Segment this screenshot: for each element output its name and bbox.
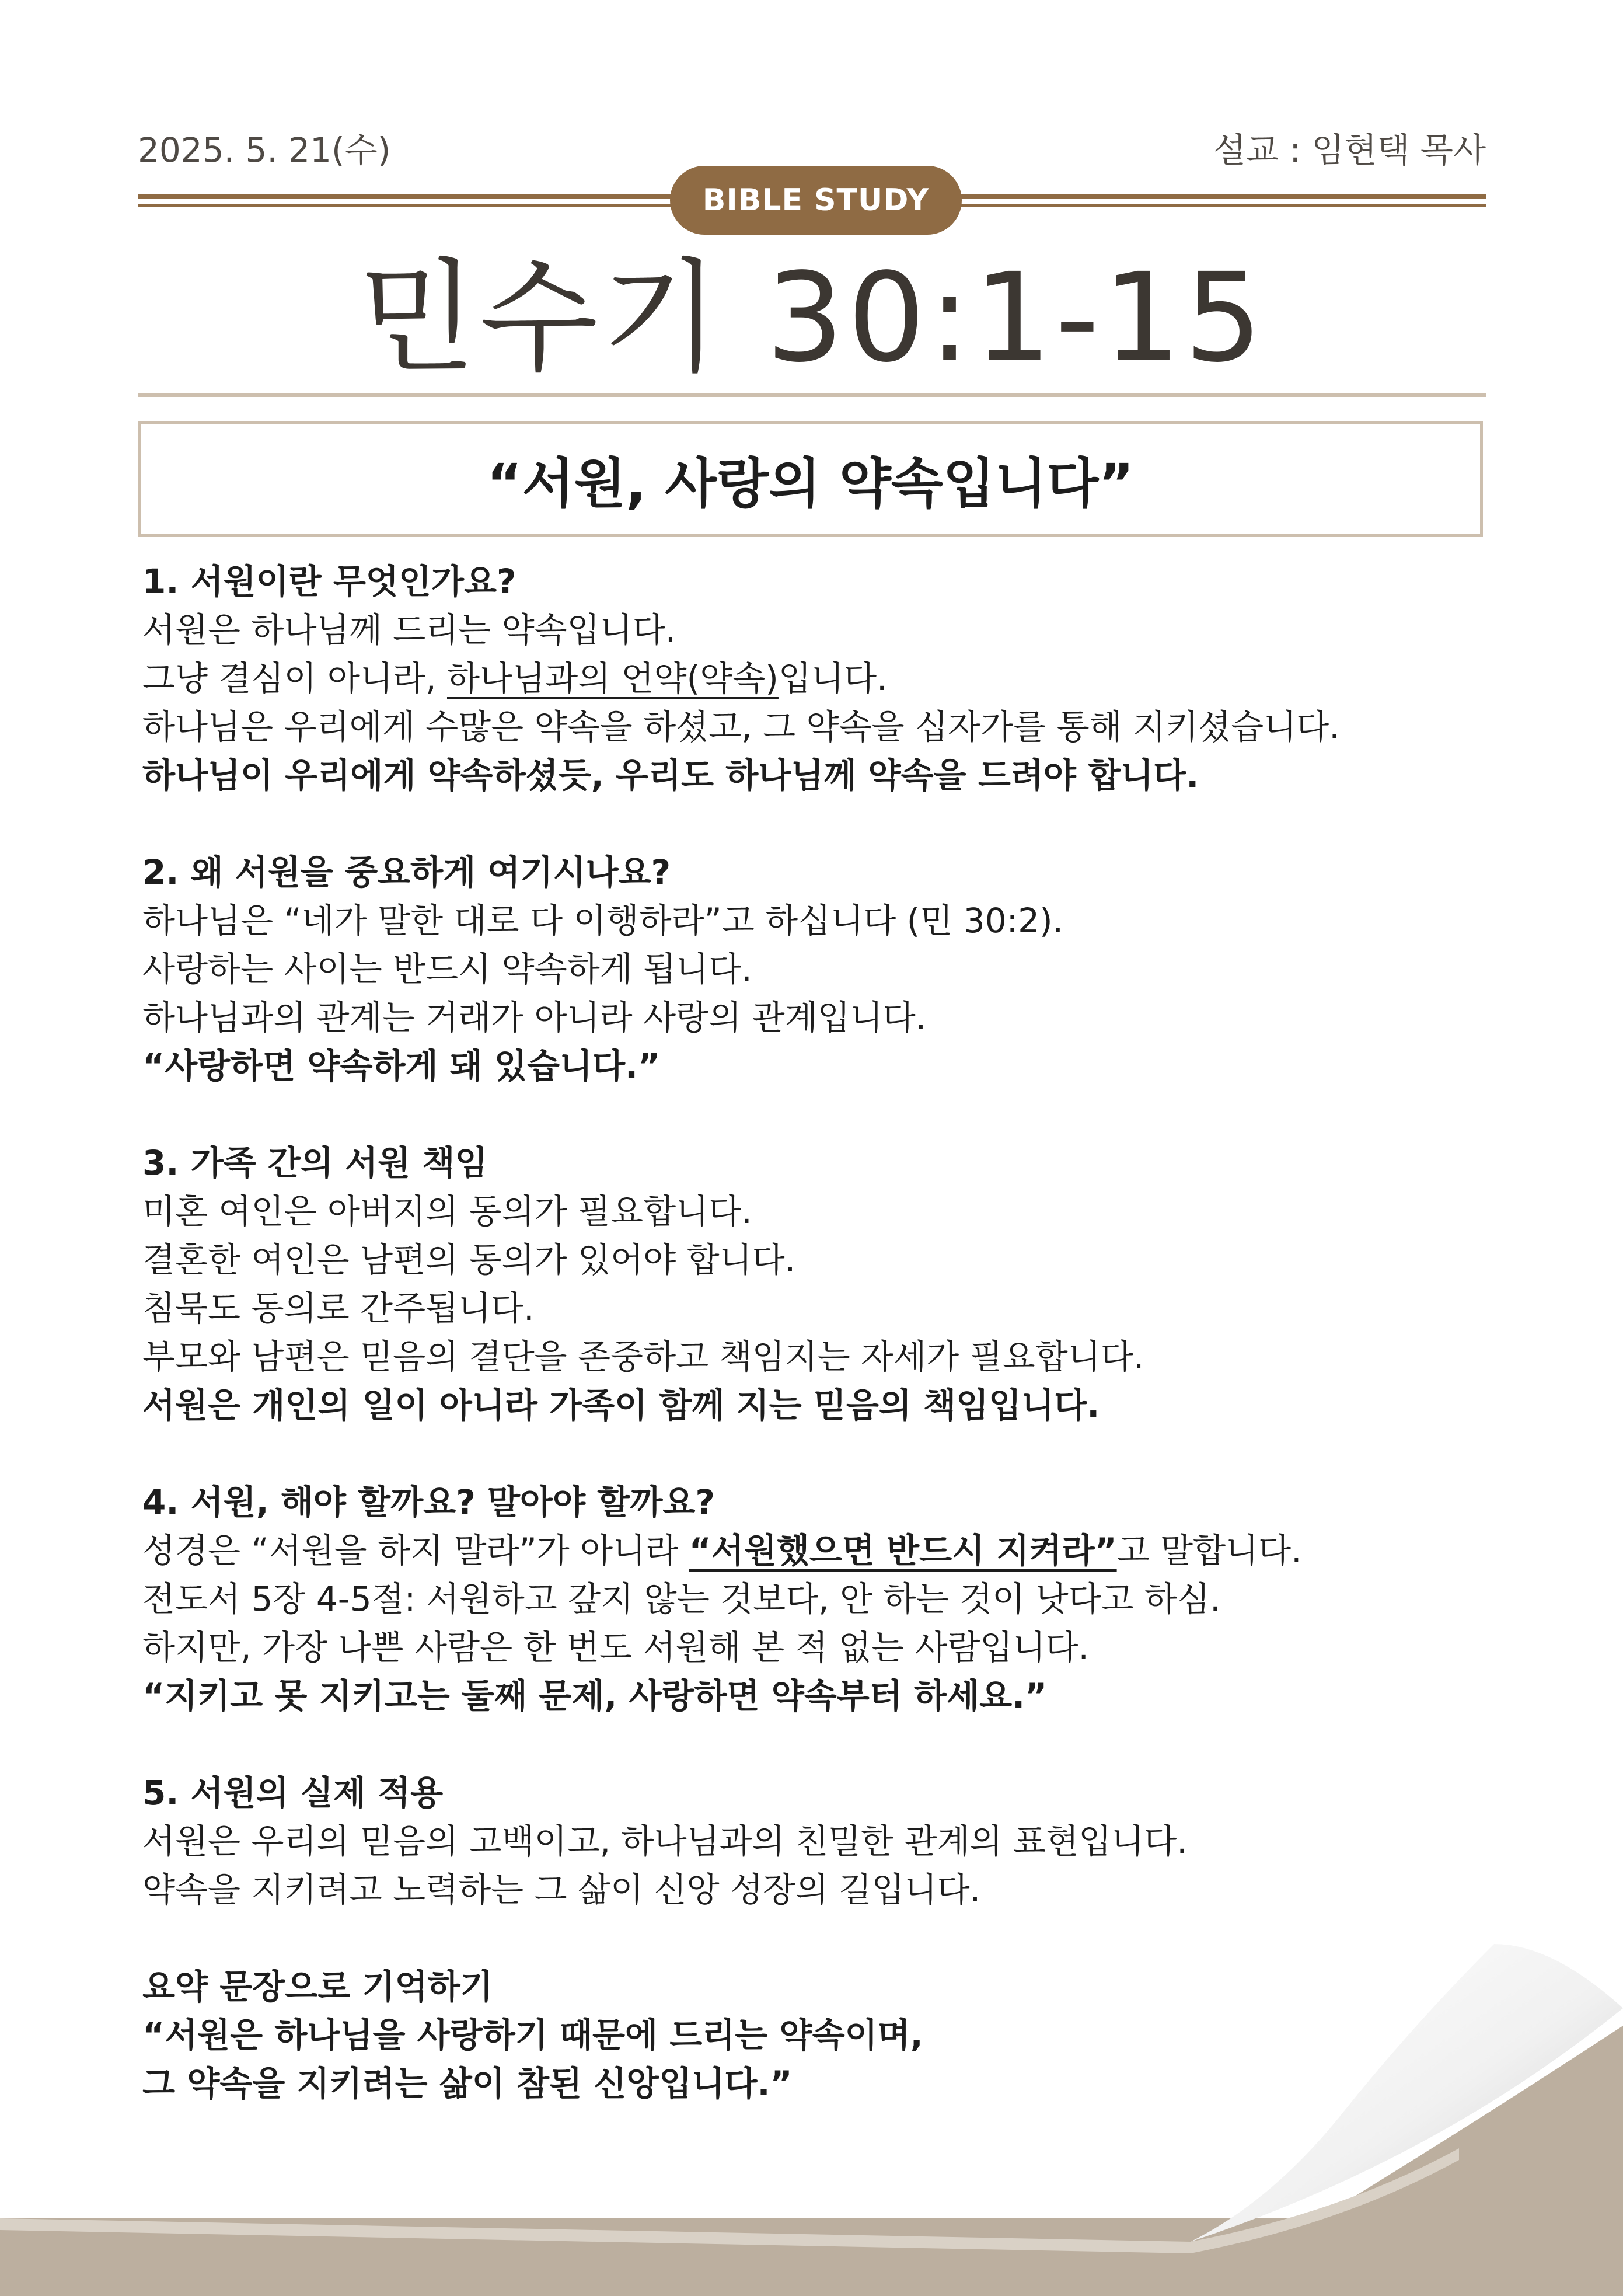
- body-line: 부모와 남편은 믿음의 결단을 존중하고 책임지는 자세가 필요합니다.: [142, 1337, 1144, 1377]
- section-spacer: [142, 1090, 1485, 1139]
- body-line: 미혼 여인은 아버지의 동의가 필요합니다.: [142, 1191, 752, 1231]
- body-line: 약속을 지키려고 노력하는 그 삶이 신앙 성장의 길입니다.: [142, 1870, 981, 1910]
- body-line: 하나님과의 관계는 거래가 아니라 사랑의 관계입니다.: [142, 998, 927, 1037]
- bible-study-badge: BIBLE STUDY: [670, 166, 962, 235]
- body-text: 고 말합니다.: [1116, 1531, 1302, 1570]
- section-heading: 5. 서원의 실제 적용: [142, 1773, 444, 1813]
- body-line: 하지만, 가장 나쁜 사람은 한 번도 서원해 본 적 없는 사람입니다.: [142, 1628, 1089, 1667]
- preacher-name: 설교 : 임현택 목사: [1213, 130, 1486, 170]
- section-heading: 1. 서원이란 무엇인가요?: [142, 562, 516, 601]
- section-spacer: [142, 800, 1485, 848]
- body-line: [142, 654, 1485, 703]
- sermon-subtitle: “서원, 사랑의 약속입니다”: [138, 421, 1483, 537]
- sermon-date: 2025. 5. 21(수): [138, 130, 391, 170]
- body-line: 침묵도 동의로 간주됩니다.: [142, 1288, 535, 1328]
- body-text: 성경은 “서원을 하지 말라”가 아니라: [142, 1531, 689, 1570]
- summary-heading: 요약 문장으로 기억하기: [142, 1967, 493, 2006]
- underlined-emphasis: 하나님과의 언약(약속): [446, 659, 779, 698]
- sermon-body: [142, 558, 1485, 2108]
- body-line: 서원은 하나님께 드리는 약속입니다.: [142, 610, 676, 650]
- summary-line: “서원은 하나님을 사랑하기 때문에 드리는 약속이며,: [142, 2015, 923, 2055]
- title-divider: [138, 393, 1486, 397]
- paper-shadow: [0, 2148, 1459, 2253]
- body-line: 사랑하는 사이는 반드시 약속하게 됩니다.: [142, 949, 752, 989]
- scripture-title: 민수기 30:1-15: [358, 246, 1266, 389]
- section-heading: 4. 서원, 해야 할까요? 말아야 할까요?: [142, 1482, 715, 1522]
- section-spacer: [142, 1430, 1485, 1478]
- body-text: 입니다.: [778, 659, 888, 698]
- body-line: [142, 1527, 1485, 1575]
- section-heading: 2. 왜 서원을 중요하게 여기시나요?: [142, 852, 671, 892]
- summary-line: 그 약속을 지키려는 삶이 참된 신앙입니다.”: [142, 2064, 793, 2103]
- section-spacer: [142, 1720, 1485, 1769]
- body-line: 서원은 우리의 믿음의 고백이고, 하나님과의 친밀한 관계의 표현입니다.: [142, 1821, 1188, 1861]
- section-heading: 3. 가족 간의 서원 책임: [142, 1143, 488, 1183]
- section-highlight: 서원은 개인의 일이 아니라 가족이 함께 지는 믿음의 책임입니다.: [142, 1385, 1100, 1425]
- body-line: 결혼한 여인은 남편의 동의가 있어야 합니다.: [142, 1240, 796, 1280]
- section-highlight: “지키고 못 지키고는 둘째 문제, 사랑하면 약속부터 하세요.”: [142, 1676, 1048, 1716]
- body-line: 하나님은 “네가 말한 대로 다 이행하라”고 하십니다 (민 30:2).: [142, 901, 1064, 940]
- body-text: 그냥 결심이 아니라,: [142, 659, 447, 698]
- section-spacer: [142, 1914, 1485, 1963]
- section-highlight: 하나님이 우리에게 약속하셨듯, 우리도 하나님께 약속을 드려야 합니다.: [142, 755, 1199, 795]
- body-line: 전도서 5장 4-5절: 서원하고 갚지 않는 것보다, 안 하는 것이 낫다고 하심.: [142, 1579, 1221, 1619]
- section-highlight: “사랑하면 약속하게 돼 있습니다.”: [142, 1046, 661, 1086]
- body-line: 하나님은 우리에게 수많은 약속을 하셨고, 그 약속을 십자가를 통해 지키셨습니다.: [142, 707, 1340, 747]
- underlined-emphasis: “서원했으면 반드시 지켜라”: [689, 1531, 1117, 1570]
